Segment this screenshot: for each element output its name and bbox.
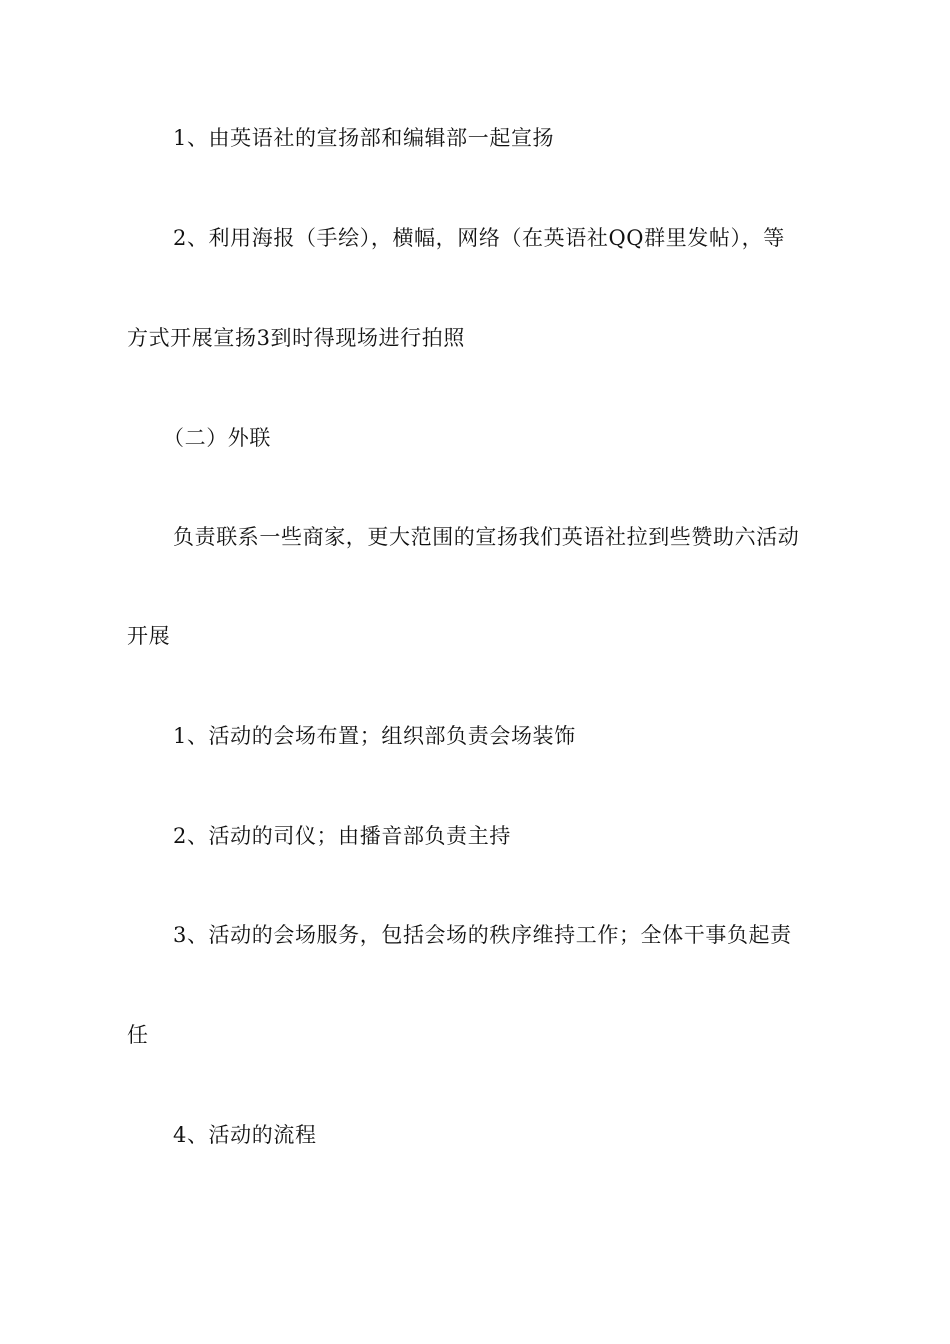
paragraph-7: 4、活动的流程 [173, 1123, 317, 1147]
paragraph-6: 3、活动的会场服务，包括会场的秩序维持工作；全体干事负起责 [173, 923, 792, 947]
paragraph-5: 2、活动的司仪；由播音部负责主持 [173, 824, 511, 848]
section-heading-outreach: （二）外联 [163, 426, 271, 450]
paragraph-4: 1、活动的会场布置；组织部负责会场装饰 [173, 724, 576, 748]
paragraph-3: 负责联系一些商家，更大范围的宣扬我们英语社拉到些赞助六活动 [173, 525, 800, 549]
paragraph-2-continued: 方式开展宣扬3到时得现场进行拍照 [127, 326, 465, 350]
paragraph-3-continued: 开展 [127, 624, 171, 648]
paragraph-6-continued: 任 [127, 1023, 149, 1047]
paragraph-1: 1、由英语社的宣扬部和编辑部一起宣扬 [173, 126, 555, 150]
paragraph-2: 2、利用海报（手绘），横幅，网络（在英语社QQ群里发帖），等 [173, 226, 785, 250]
